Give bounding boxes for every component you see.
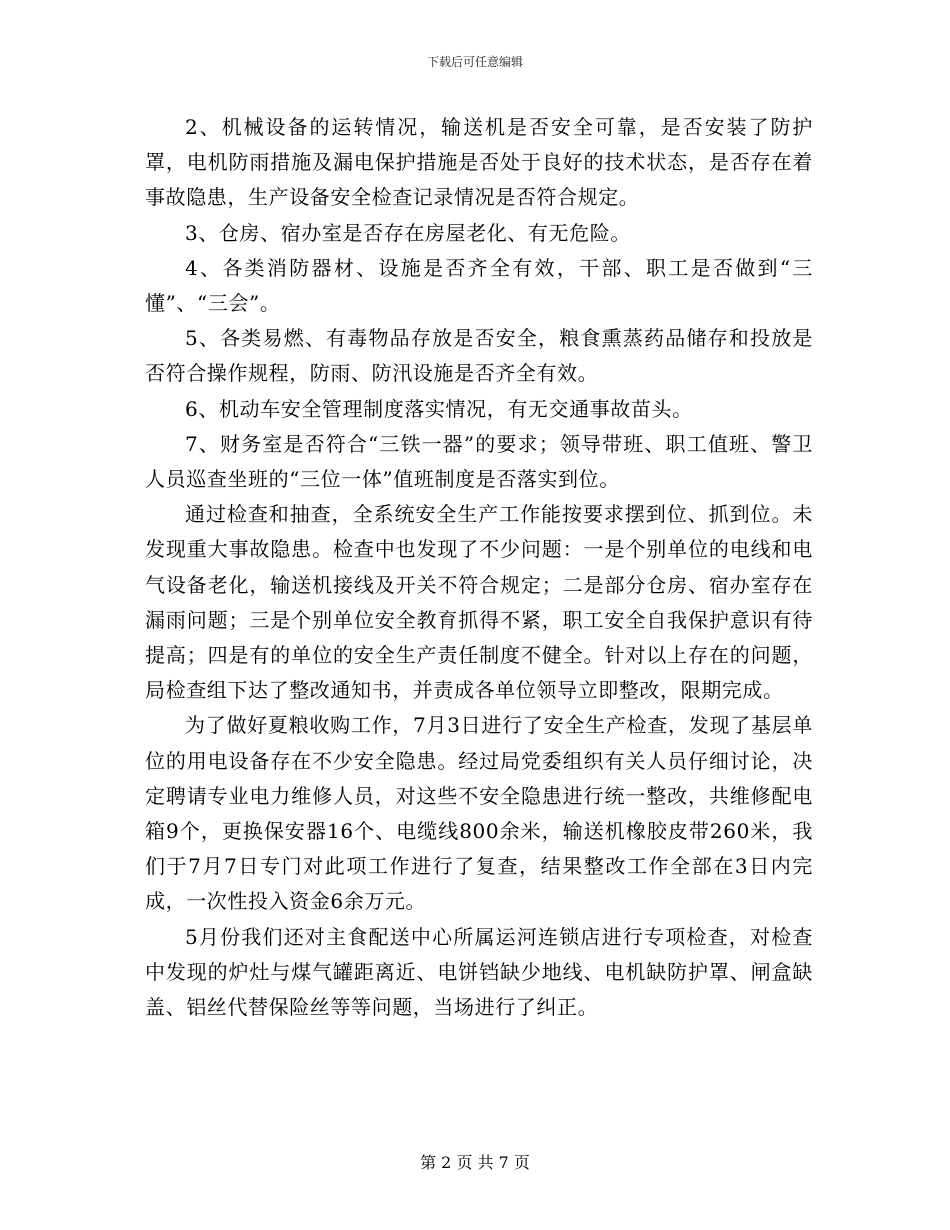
paragraph-may-special-inspection: 5月份我们还对主食配送中心所属运河连锁店进行专项检查，对检查中发现的炉灶与煤气罐距离近、电饼铛缺少地线、电机缺防护罩、闸盒缺盖、铝丝代替保险丝等等问题，当场进行了纠正。	[145, 924, 813, 1020]
paragraph-item-2-machinery: 2、机械设备的运转情况，输送机是否安全可靠，是否安装了防护罩，电机防雨措施及漏电保护措施是否处于良好的技术状态，是否存在着事故隐患，生产设备安全检查记录情况是否符合规定。	[145, 115, 813, 210]
paragraph-item-3-warehouse: 3、仓房、宿办室是否存在房屋老化、有无危险。	[185, 220, 631, 245]
page-number: 第 2 页 共 7 页	[420, 1153, 530, 1172]
paragraph-inspection-results: 通过检查和抽查，全系统安全生产工作能按要求摆到位、抓到位。未发现重大事故隐患。检查中也发现了不少问题：一是个别单位的电线和电气设备老化，输送机接线及开关不符合规定；二是部分仓房、宿办室存在漏雨问题；三是个别单位安全教育抓得不紧，职工安全自我保护意识有待提高；四是有的单位的安全生产责任制度不健全。针对以上存在的问题，局检查组下达了整改通知书，并责成各单位领导立即整改，限期完成。	[145, 502, 813, 703]
page-header: 下载后可任意编辑	[426, 55, 523, 69]
paragraph-item-4-fire-equipment: 4、各类消防器材、设施是否齐全有效，干部、职工是否做到“三懂”、“三会”。	[145, 255, 813, 316]
document-body	[145, 110, 813, 1025]
paragraph-item-7-finance-room: 7、财务室是否符合“三铁一器”的要求；领导带班、职工值班、警卫人员巡查坐班的“三位一体”值班制度是否落实到位。	[145, 431, 813, 492]
paragraph-item-6-vehicles: 6、机动车安全管理制度落实情况，有无交通事故苗头。	[185, 396, 693, 421]
paragraph-summer-grain-check: 为了做好夏粮收购工作，7月3日进行了安全生产检查，发现了基层单位的用电设备存在不少安全隐患。经过局党委组织有关人员仔细讨论，决定聘请专业电力维修人员，对这些不安全隐患进行统一整改，共维修配电箱9个，更换保安器16个、电缆线800余米，输送机橡胶皮带260米，我们于7月7日专门对此项工作进行了复查，结果整改工作全部在3日内完成，一次性投入资金6余万元。	[145, 713, 813, 914]
paragraph-item-5-hazardous-materials: 5、各类易燃、有毒物品存放是否安全，粮食熏蒸药品储存和投放是否符合操作规程，防雨、防汛设施是否齐全有效。	[145, 326, 813, 386]
